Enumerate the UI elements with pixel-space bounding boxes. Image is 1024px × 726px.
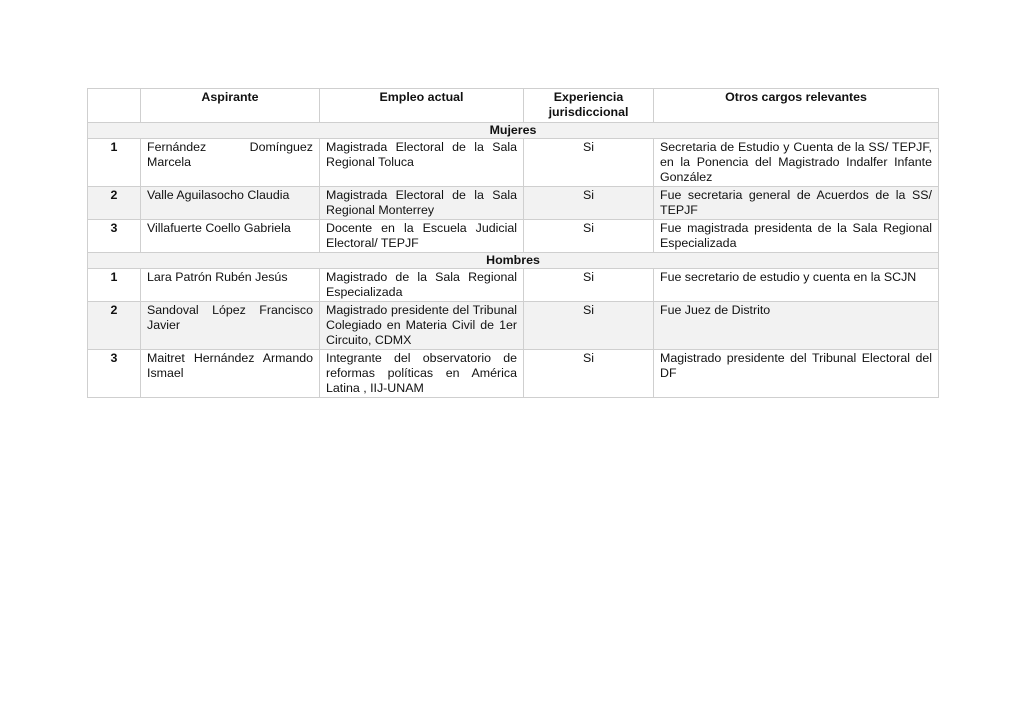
row-num: 3	[88, 220, 141, 253]
row-otros: Fue secretario de estudio y cuenta en la SCJN	[654, 269, 939, 302]
row-otros: Fue Juez de Distrito	[654, 302, 939, 350]
row-otros: Fue secretaria general de Acuerdos de la SS/ TEPJF	[654, 187, 939, 220]
row-num: 2	[88, 302, 141, 350]
group-row-hombres	[88, 253, 939, 269]
row-empleo: Docente en la Escuela Judicial Electoral/ TEPJF	[320, 220, 524, 253]
row-otros: Magistrado presidente del Tribunal Electoral del DF	[654, 350, 939, 398]
row-experiencia: Si	[524, 187, 654, 220]
table-row	[88, 302, 939, 350]
group-label: Mujeres	[88, 123, 939, 139]
table-row	[88, 139, 939, 187]
table-row	[88, 269, 939, 302]
header-empleo: Empleo actual	[320, 89, 524, 123]
row-experiencia: Si	[524, 350, 654, 398]
header-experiencia: Experiencia jurisdiccional	[524, 89, 654, 123]
row-aspirante: Sandoval López Francisco Javier	[141, 302, 320, 350]
row-otros: Secretaria de Estudio y Cuenta de la SS/ TEPJF, en la Ponencia del Magistrado Indalfer Infante González	[654, 139, 939, 187]
row-aspirante: Fernández Domínguez Marcela	[141, 139, 320, 187]
group-row-mujeres	[88, 123, 939, 139]
header-aspirante: Aspirante	[141, 89, 320, 123]
row-empleo: Integrante del observatorio de reformas políticas en América Latina , IIJ-UNAM	[320, 350, 524, 398]
row-experiencia: Si	[524, 302, 654, 350]
row-aspirante: Valle Aguilasocho Claudia	[141, 187, 320, 220]
row-experiencia: Si	[524, 220, 654, 253]
row-experiencia: Si	[524, 139, 654, 187]
row-empleo: Magistrada Electoral de la Sala Regional Monterrey	[320, 187, 524, 220]
row-empleo: Magistrada Electoral de la Sala Regional Toluca	[320, 139, 524, 187]
row-experiencia: Si	[524, 269, 654, 302]
header-num	[88, 89, 141, 123]
row-aspirante: Villafuerte Coello Gabriela	[141, 220, 320, 253]
group-label: Hombres	[88, 253, 939, 269]
row-empleo: Magistrado presidente del Tribunal Colegiado en Materia Civil de 1er Circuito, CDMX	[320, 302, 524, 350]
row-num: 1	[88, 269, 141, 302]
row-aspirante: Lara Patrón Rubén Jesús	[141, 269, 320, 302]
header-otros: Otros cargos relevantes	[654, 89, 939, 123]
row-num: 3	[88, 350, 141, 398]
row-otros: Fue magistrada presidenta de la Sala Regional Especializada	[654, 220, 939, 253]
table-row	[88, 220, 939, 253]
row-num: 2	[88, 187, 141, 220]
row-aspirante: Maitret Hernández Armando Ismael	[141, 350, 320, 398]
row-num: 1	[88, 139, 141, 187]
candidates-table	[87, 88, 939, 398]
table-row	[88, 187, 939, 220]
header-row	[88, 89, 939, 123]
table-row	[88, 350, 939, 398]
row-empleo: Magistrado de la Sala Regional Especializada	[320, 269, 524, 302]
